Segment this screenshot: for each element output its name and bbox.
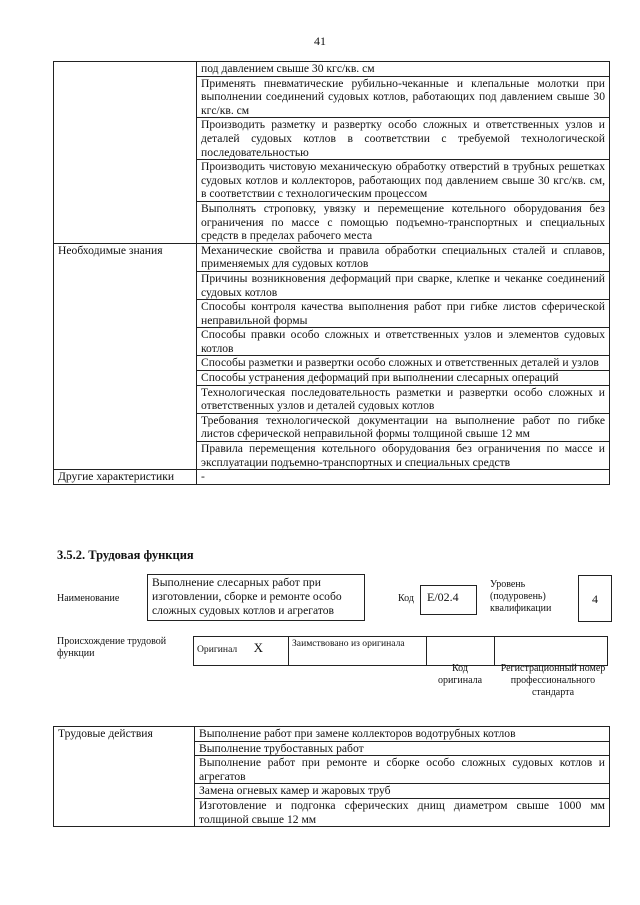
- original-mark: X: [253, 640, 263, 655]
- table-cell: Применять пневматические рубильно-чеканные и клепальные молотки при выполнении соединений судовых котлов, работающих под давлением свыше 30 кгс/кв. см: [197, 76, 610, 118]
- level-box: 4: [578, 575, 612, 622]
- origin-grid: [193, 636, 608, 666]
- table-row: [54, 62, 610, 77]
- reg-number-caption: Регистрационный номер профессионального стандарта: [500, 663, 606, 698]
- borrowed-cell: Заимствовано из оригинала: [289, 637, 427, 666]
- table-cell: Причины возникновения деформаций при сварке, клепке и чеканке соединений судовых котлов: [197, 271, 610, 299]
- level-label: Уровень (подуровень) квалификации: [490, 579, 552, 614]
- code-label: Код: [398, 593, 414, 604]
- name-label: Наименование: [57, 593, 120, 604]
- table-cell: Выполнять строповку, увязку и перемещение котельного оборудования без ограничения по массе с помощью подъемно-транспортных и специальных средств в пределах рабочего места: [197, 201, 610, 243]
- row-label: Другие характеристики: [54, 470, 197, 485]
- table-cell: Изготовление и подгонка сферических днищ диаметром свыше 1000 мм толщиной свыше 12 мм: [195, 798, 610, 826]
- table-cell: Требования технологической документации на выполнение работ по гибке листов сферической неправильной формы толщиной свыше 12 мм: [197, 413, 610, 441]
- original-code-caption: Код оригинала: [437, 663, 483, 686]
- table-cell: Способы контроля качества выполнения работ при гибке листов сферической неправильной формы: [197, 300, 610, 328]
- table-cell: Способы разметки и развертки особо сложных и ответственных деталей и узлов: [197, 356, 610, 371]
- table-cell: под давлением свыше 30 кгс/кв. см: [197, 62, 610, 77]
- table-cell: Правила перемещения котельного оборудования без ограничения по массе и эксплуатации подъемно-транспортных и специальных средств: [197, 442, 610, 470]
- origin-label: Происхождение трудовой функции: [57, 636, 167, 659]
- table-cell: -: [197, 470, 610, 485]
- page-number: 41: [314, 34, 326, 48]
- function-name-box: Выполнение слесарных работ при изготовлении, сборке и ремонте особо сложных судовых котлов и агрегатов: [147, 574, 365, 621]
- skills-table: [53, 61, 610, 485]
- table-cell: Технологическая последовательность разметки и развертки особо сложных и ответственных узлов и деталей судовых котлов: [197, 385, 610, 413]
- table-cell: Производить разметку и развертку особо сложных и ответственных узлов и деталей судовых котлов в соответствии с требуемой технологической последовательностью: [197, 118, 610, 160]
- reg-number-cell: [495, 637, 608, 666]
- table-row: [54, 243, 610, 271]
- table-row: [54, 470, 610, 485]
- row-label: Необходимые знания: [54, 243, 197, 470]
- table-row: [54, 727, 610, 742]
- table-cell: Выполнение работ при замене коллекторов водотрубных котлов: [195, 727, 610, 742]
- row-label: Трудовые действия: [54, 727, 195, 827]
- table-cell: Способы устранения деформаций при выполнении слесарных операций: [197, 371, 610, 386]
- table-cell: Способы правки особо сложных и ответственных узлов и элементов судовых котлов: [197, 328, 610, 356]
- table-cell: Выполнение трубоставных работ: [195, 741, 610, 756]
- table-cell: Механические свойства и правила обработки специальных сталей и сплавов, применяемых для судовых котлов: [197, 243, 610, 271]
- code-box: E/02.4: [420, 585, 477, 615]
- original-code-cell: [427, 637, 495, 666]
- original-label: Оригинал: [197, 644, 238, 655]
- row-label: [54, 62, 197, 244]
- section-title: 3.5.2. Трудовая функция: [57, 548, 194, 562]
- table-cell: Выполнение работ при ремонте и сборке особо сложных судовых котлов и агрегатов: [195, 756, 610, 784]
- table-cell: Производить чистовую механическую обработку отверстий в трубных решетках судовых котлов и коллекторов, работающих под давлением свыше 30 кгс/кв. см, в соответствии с технологическим процессом: [197, 160, 610, 202]
- original-cell: [194, 637, 289, 666]
- actions-table: [53, 726, 610, 827]
- table-cell: Замена огневых камер и жаровых труб: [195, 784, 610, 799]
